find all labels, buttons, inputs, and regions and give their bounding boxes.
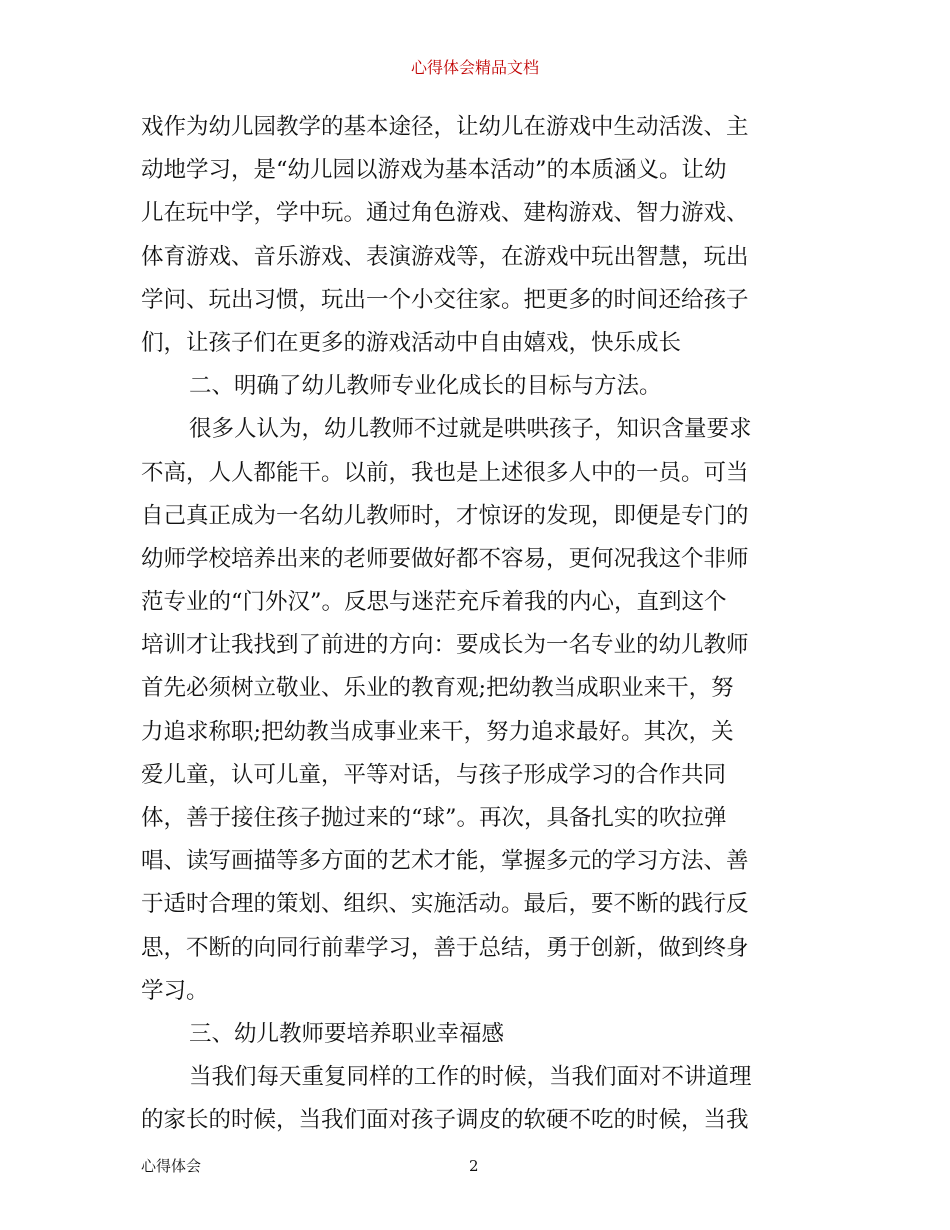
body-line: 戏作为幼儿园教学的基本途径，让幼儿在游戏中生动活泼、主	[141, 114, 749, 140]
section-heading: 三、幼儿教师要培养职业幸福感	[189, 1020, 505, 1047]
body-line: 不高，人人都能干。以前，我也是上述很多人中的一员。可当	[141, 459, 749, 486]
body-line: 学习。	[141, 977, 209, 1004]
body-line: 培训才让我找到了前进的方向：要成长为一名专业的幼儿教师	[141, 632, 749, 659]
page-header-title: 心得体会精品文档	[410, 58, 539, 77]
body-line: 的家长的时候，当我们面对孩子调皮的软硬不吃的时候，当我	[141, 1107, 749, 1134]
body-line: 力追求称职;把幼教当成事业来干，努力追求最好。其次，关	[141, 718, 734, 745]
body-line: 唱、读写画描等多方面的艺术才能，掌握多元的学习方法、善	[141, 848, 749, 875]
paragraph-first-line: 很多人认为，幼儿教师不过就是哄哄孩子，知识含量要求	[189, 416, 752, 443]
page-number: 2	[469, 1157, 479, 1175]
body-line: 动地学习，是“幼儿园以游戏为基本活动”的本质涵义。让幼	[141, 157, 727, 184]
body-line: 儿在玩中学，学中玩。通过角色游戏、建构游戏、智力游戏、	[141, 200, 749, 227]
body-line: 范专业的“门外汉”。反思与迷茫充斥着我的内心，直到这个	[141, 589, 727, 616]
body-line: 学问、玩出习惯，玩出一个小交往家。把更多的时间还给孩子	[141, 286, 749, 313]
section-heading: 二、明确了幼儿教师专业化成长的目标与方法。	[189, 373, 662, 400]
footer-label: 心得体会	[141, 1157, 202, 1175]
body-line: 体，善于接住孩子抛过来的“球”。再次，具备扎实的吹拉弹	[141, 805, 727, 831]
body-line: 们，让孩子们在更多的游戏活动中自由嬉戏，快乐成长	[141, 329, 682, 356]
body-line: 幼师学校培养出来的老师要做好都不容易，更何况我这个非师	[141, 545, 749, 572]
body-line: 爱儿童，认可儿童，平等对话，与孩子形成学习的合作共同	[141, 761, 727, 788]
body-line: 自己真正成为一名幼儿教师时，才惊讶的发现，即便是专门的	[141, 502, 749, 529]
paragraph-first-line: 当我们每天重复同样的工作的时候，当我们面对不讲道理	[189, 1064, 752, 1091]
body-line: 思，不断的向同行前辈学习，善于总结，勇于创新，做到终身	[141, 934, 749, 961]
body-line: 于适时合理的策划、组织、实施活动。最后，要不断的践行反	[141, 891, 749, 918]
body-line: 首先必须树立敬业、乐业的教育观;把幼教当成职业来干，努	[141, 675, 734, 702]
body-line: 体育游戏、音乐游戏、表演游戏等，在游戏中玩出智慧，玩出	[141, 243, 749, 270]
document-body	[141, 106, 819, 1143]
